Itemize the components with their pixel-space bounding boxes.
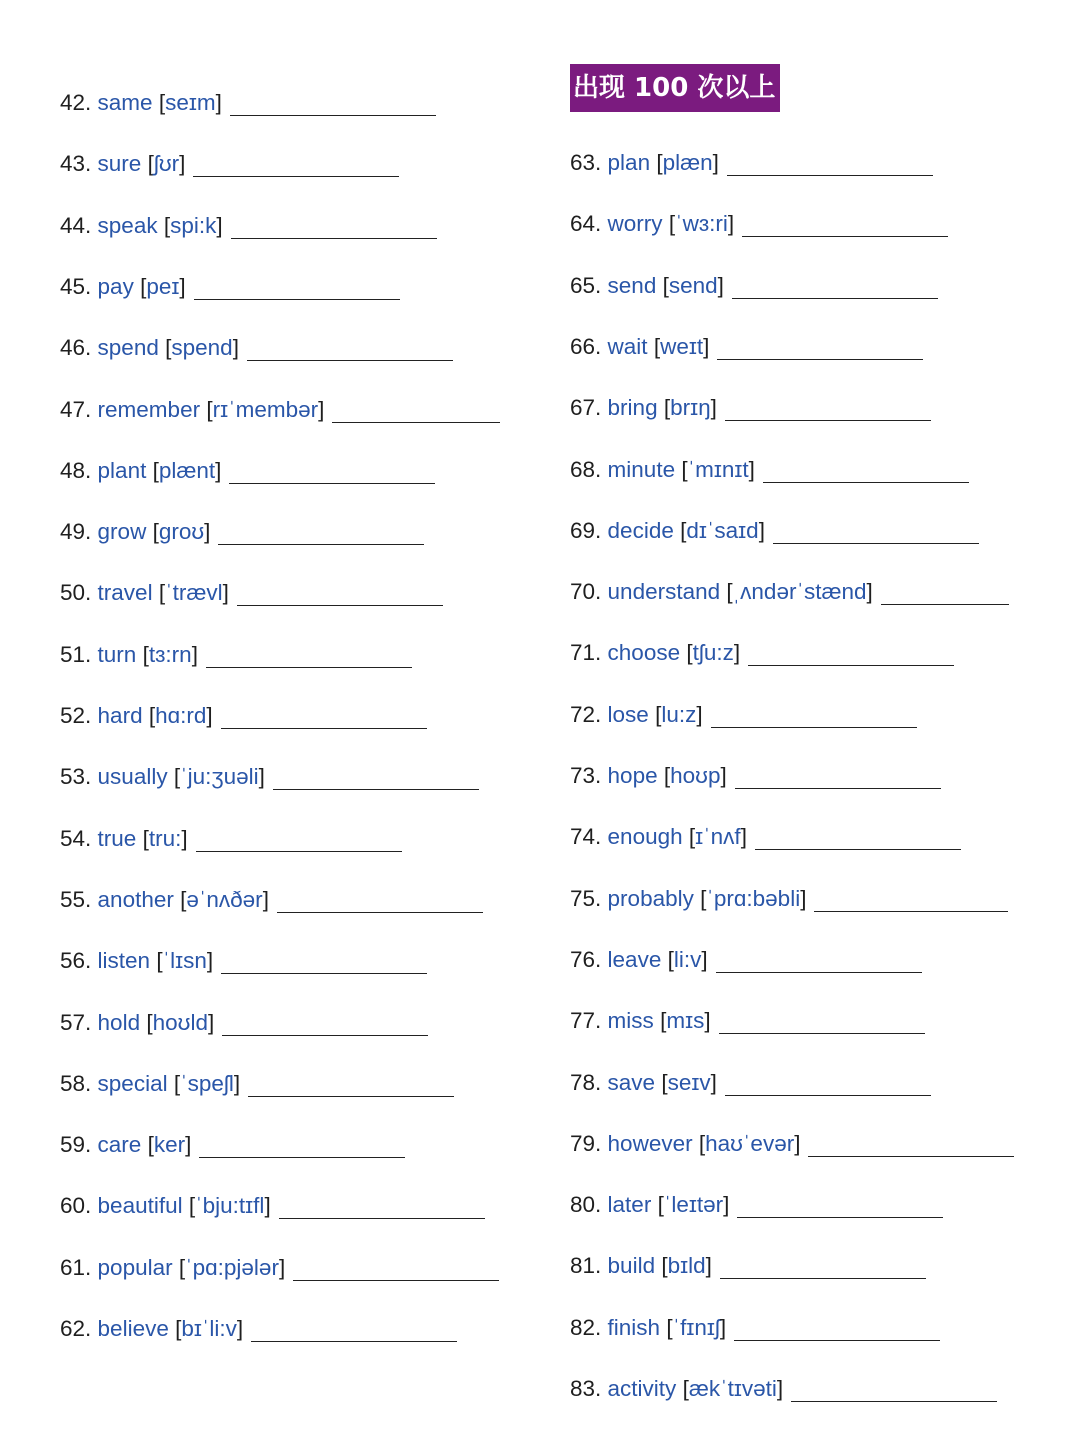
word-entry: 52. hard [ hɑ:rd ]: [60, 701, 427, 731]
entry-number: 77.: [570, 1008, 602, 1034]
entry-number: 67.: [570, 395, 602, 421]
word-entry: 64. worry [ ˈwɜ:ri ]: [570, 209, 948, 239]
word-entry: 59. care [ ker ]: [60, 1130, 405, 1160]
entry-phonetic: plæn: [662, 150, 713, 175]
answer-blank[interactable]: [716, 948, 922, 973]
answer-blank[interactable]: [791, 1377, 997, 1402]
entry-word: choose: [607, 640, 681, 666]
entry-word: activity: [607, 1376, 677, 1401]
entry-number: 60.: [60, 1193, 92, 1219]
entry-word: lose: [607, 701, 649, 727]
entry-number: 75.: [570, 885, 602, 911]
word-entry: 48. plant [ plænt ]: [60, 456, 435, 486]
answer-blank[interactable]: [735, 764, 941, 789]
word-entry: 53. usually [ ˈju:ʒuəli ]: [60, 762, 479, 792]
answer-blank[interactable]: [808, 1132, 1014, 1157]
entry-phonetic: ˈwɜ:ri: [675, 211, 728, 237]
entry-word: same: [97, 90, 153, 115]
word-entry: 80. later [ ˈleɪtər ]: [570, 1190, 943, 1220]
word-entry: 78. save [ seɪv ]: [570, 1068, 931, 1098]
word-entry: 82. finish [ ˈfɪnɪʃ ]: [570, 1313, 940, 1343]
answer-blank[interactable]: [230, 91, 436, 116]
entry-word: later: [607, 1192, 652, 1218]
answer-blank[interactable]: [734, 1316, 940, 1341]
word-entry: 79. however [ haʊˈevər ]: [570, 1129, 1014, 1159]
answer-blank[interactable]: [231, 214, 437, 239]
answer-blank[interactable]: [727, 151, 933, 176]
entry-phonetic: bɪld: [667, 1253, 706, 1279]
answer-blank[interactable]: [814, 887, 1008, 912]
word-entry: 69. decide [ dɪˈsaɪd ]: [570, 516, 979, 546]
entry-word: build: [607, 1253, 656, 1279]
entry-number: 48.: [60, 457, 92, 483]
entry-word: beautiful: [97, 1193, 183, 1219]
entry-phonetic: seɪv: [667, 1069, 711, 1095]
word-entry: 51. turn [ tɜ:rn ]: [60, 640, 412, 670]
entry-number: 65.: [570, 272, 602, 298]
entry-number: 44.: [60, 212, 92, 238]
entry-word: listen: [97, 948, 151, 974]
entry-phonetic: send: [668, 272, 718, 298]
entry-word: special: [97, 1070, 168, 1096]
answer-blank[interactable]: [717, 335, 923, 360]
answer-blank[interactable]: [251, 1317, 457, 1342]
entry-word: decide: [607, 517, 674, 543]
entry-word: however: [607, 1130, 693, 1156]
entry-word: true: [97, 825, 137, 851]
entry-phonetic: ʃʊr: [153, 151, 180, 177]
answer-blank[interactable]: [194, 275, 400, 300]
entry-number: 51.: [60, 641, 92, 667]
word-entry: 81. build [ bɪld ]: [570, 1251, 926, 1281]
answer-blank[interactable]: [273, 765, 479, 790]
answer-blank[interactable]: [229, 459, 435, 484]
word-entry: 71. choose [ tʃu:z ]: [570, 638, 954, 668]
entry-word: understand: [607, 579, 721, 605]
entry-number: 54.: [60, 825, 92, 851]
entry-number: 42.: [60, 90, 92, 115]
word-entry: 44. speak [ spi:k ]: [60, 211, 437, 241]
entry-number: 43.: [60, 151, 92, 177]
entry-word: minute: [607, 456, 676, 482]
answer-blank[interactable]: [725, 396, 931, 421]
word-entry: 75. probably [ ˈprɑ:bəbli ]: [570, 884, 1008, 914]
entry-word: hard: [97, 703, 143, 728]
answer-blank[interactable]: [720, 1254, 926, 1279]
entry-word: save: [607, 1069, 656, 1095]
answer-blank[interactable]: [237, 581, 443, 606]
answer-blank[interactable]: [279, 1194, 485, 1219]
entry-phonetic: ˈmɪnɪt: [687, 456, 749, 482]
entry-number: 47.: [60, 396, 92, 422]
answer-blank[interactable]: [277, 888, 483, 913]
word-entry: 57. hold [ hoʊld ]: [60, 1008, 428, 1038]
entry-number: 69.: [570, 517, 602, 543]
answer-blank[interactable]: [193, 152, 399, 177]
entry-word: worry: [607, 211, 663, 237]
entry-phonetic: hoʊld: [152, 1009, 208, 1035]
entry-number: 83.: [570, 1376, 602, 1401]
entry-phonetic: bɪˈli:v: [181, 1316, 237, 1341]
answer-blank[interactable]: [719, 1009, 925, 1034]
entry-word: spend: [97, 335, 159, 361]
entry-phonetic: ˈpɑ:pjələr: [185, 1254, 279, 1280]
entry-word: travel: [97, 580, 153, 606]
entry-number: 50.: [60, 580, 92, 606]
word-entry: 74. enough [ ɪˈnʌf ]: [570, 822, 961, 852]
entry-phonetic: lu:z: [661, 701, 697, 727]
entry-word: care: [97, 1132, 142, 1158]
entry-word: popular: [97, 1254, 173, 1280]
entry-number: 76.: [570, 946, 602, 972]
entry-number: 66.: [570, 333, 602, 359]
entry-phonetic: əˈnʌðər: [186, 886, 263, 912]
answer-blank[interactable]: [763, 458, 969, 483]
entry-phonetic: ˈleɪtər: [663, 1192, 724, 1218]
entry-phonetic: seɪm: [165, 90, 216, 115]
entry-phonetic: spend: [171, 335, 233, 361]
word-entry: 68. minute [ ˈmɪnɪt ]: [570, 455, 969, 485]
word-entry: 50. travel [ ˈtrævl ]: [60, 578, 443, 608]
entry-phonetic: ˈprɑ:bəbli: [706, 885, 801, 911]
entry-number: 45.: [60, 273, 92, 299]
answer-blank[interactable]: [218, 520, 424, 545]
answer-blank[interactable]: [206, 643, 412, 668]
entry-phonetic: spi:k: [170, 212, 217, 238]
entry-word: pay: [97, 273, 134, 299]
entry-phonetic: ker: [153, 1132, 186, 1158]
entry-number: 70.: [570, 579, 602, 605]
answer-blank[interactable]: [742, 212, 948, 237]
word-entry: 49. grow [ groʊ ]: [60, 517, 424, 547]
entry-phonetic: ˈbju:tɪfl: [195, 1193, 265, 1219]
entry-phonetic: tʃu:z: [692, 640, 734, 666]
entry-phonetic: li:v: [673, 946, 702, 972]
entry-phonetic: tɜ:rn: [148, 641, 192, 667]
entry-number: 78.: [570, 1069, 602, 1095]
word-entry: 43. sure [ ʃʊr ]: [60, 149, 399, 179]
entry-word: plan: [607, 150, 651, 175]
entry-number: 72.: [570, 701, 602, 727]
entry-word: leave: [607, 946, 662, 972]
entry-word: probably: [607, 885, 694, 911]
entry-phonetic: ɪˈnʌf: [695, 824, 741, 850]
entry-phonetic: ˈlɪsn: [162, 948, 207, 974]
answer-blank[interactable]: [247, 336, 453, 361]
entry-phonetic: hɑ:rd: [155, 703, 207, 728]
entry-number: 61.: [60, 1254, 92, 1280]
entry-phonetic: dɪˈsaɪd: [686, 517, 759, 543]
word-entry: 55. another [ əˈnʌðər ]: [60, 885, 483, 915]
entry-phonetic: tru:: [148, 825, 182, 851]
entry-phonetic: ækˈtɪvəti: [688, 1376, 777, 1401]
word-entry: 72. lose [ lu:z ]: [570, 700, 917, 730]
answer-blank[interactable]: [332, 398, 500, 423]
word-entry: 54. true [ tru: ]: [60, 824, 402, 854]
answer-blank[interactable]: [221, 704, 427, 729]
word-entry: 46. spend [ spend ]: [60, 333, 453, 363]
entry-phonetic: ˈspeʃl: [180, 1070, 234, 1096]
entry-number: 52.: [60, 703, 92, 728]
entry-number: 80.: [570, 1192, 602, 1218]
word-entry: 47. remember [ rɪˈmembər ]: [60, 395, 500, 425]
entry-word: bring: [607, 395, 658, 421]
entry-word: sure: [97, 151, 142, 177]
entry-number: 71.: [570, 640, 602, 666]
entry-phonetic: mɪs: [666, 1008, 705, 1034]
word-entry: 61. popular [ ˈpɑ:pjələr ]: [60, 1253, 499, 1283]
section-badge: 出现 100 次以上: [570, 64, 780, 112]
entry-phonetic: plænt: [158, 457, 216, 483]
entry-number: 59.: [60, 1132, 92, 1158]
entry-word: enough: [607, 824, 683, 850]
entry-word: usually: [97, 764, 168, 790]
entry-word: finish: [607, 1314, 661, 1340]
entry-word: wait: [607, 333, 648, 359]
answer-blank[interactable]: [293, 1256, 499, 1281]
entry-number: 73.: [570, 763, 602, 788]
entry-phonetic: ˈfɪnɪʃ: [672, 1314, 720, 1340]
entry-word: turn: [97, 641, 137, 667]
word-entry: 83. activity [ ækˈtɪvəti ]: [570, 1374, 997, 1404]
entry-number: 57.: [60, 1009, 92, 1035]
entry-number: 74.: [570, 824, 602, 850]
word-entry: 73. hope [ hoʊp ]: [570, 761, 941, 791]
word-entry: 56. listen [ ˈlɪsn ]: [60, 946, 427, 976]
answer-blank[interactable]: [199, 1133, 405, 1158]
entry-number: 79.: [570, 1130, 602, 1156]
entry-number: 58.: [60, 1070, 92, 1096]
entry-number: 55.: [60, 886, 92, 912]
entry-word: send: [607, 272, 657, 298]
answer-blank[interactable]: [748, 641, 954, 666]
entry-number: 82.: [570, 1314, 602, 1340]
answer-blank[interactable]: [732, 274, 938, 299]
entry-word: speak: [97, 212, 158, 238]
entry-word: believe: [97, 1316, 169, 1341]
entry-word: another: [97, 886, 174, 912]
entry-phonetic: hoʊp: [670, 763, 721, 788]
answer-blank[interactable]: [222, 1011, 428, 1036]
word-entry: 62. believe [ bɪˈli:v ]: [60, 1314, 457, 1344]
entry-word: grow: [97, 519, 147, 545]
answer-blank[interactable]: [881, 580, 1009, 605]
word-entry: 76. leave [ li:v ]: [570, 945, 922, 975]
answer-blank[interactable]: [248, 1072, 454, 1097]
entry-number: 63.: [570, 150, 602, 175]
word-entry: 66. wait [ weɪt ]: [570, 332, 923, 362]
entry-number: 64.: [570, 211, 602, 237]
answer-blank[interactable]: [725, 1071, 931, 1096]
entry-number: 53.: [60, 764, 92, 790]
entry-word: plant: [97, 457, 147, 483]
answer-blank[interactable]: [737, 1193, 943, 1218]
entry-number: 62.: [60, 1316, 92, 1341]
word-entry: 42. same [ seɪm ]: [60, 88, 436, 118]
entry-word: hold: [97, 1009, 141, 1035]
answer-blank[interactable]: [773, 519, 979, 544]
word-entry: 63. plan [ plæn ]: [570, 148, 933, 178]
entry-phonetic: ˈju:ʒuəli: [180, 764, 259, 790]
entry-word: miss: [607, 1008, 654, 1034]
entry-word: hope: [607, 763, 658, 788]
entry-phonetic: rɪˈmembər: [212, 396, 319, 422]
entry-phonetic: haʊˈevər: [705, 1130, 795, 1156]
entry-number: 46.: [60, 335, 92, 361]
entry-phonetic: groʊ: [158, 519, 205, 545]
entry-phonetic: weɪt: [660, 333, 704, 359]
word-entry: 58. special [ ˈspeʃl ]: [60, 1069, 454, 1099]
answer-blank[interactable]: [221, 949, 427, 974]
entry-phonetic: peɪ: [146, 273, 180, 299]
entry-word: remember: [97, 396, 201, 422]
entry-number: 49.: [60, 519, 92, 545]
entry-phonetic: ˈtrævl: [165, 580, 223, 606]
answer-blank[interactable]: [755, 825, 961, 850]
word-entry: 65. send [ send ]: [570, 271, 938, 301]
entry-phonetic: brɪŋ: [670, 395, 711, 421]
word-entry: 60. beautiful [ ˈbju:tɪfl ]: [60, 1191, 485, 1221]
answer-blank[interactable]: [711, 703, 917, 728]
entry-number: 68.: [570, 456, 602, 482]
entry-phonetic: ˌʌndərˈstænd: [732, 579, 867, 605]
answer-blank[interactable]: [196, 827, 402, 852]
word-entry: 45. pay [ peɪ ]: [60, 272, 400, 302]
word-entry: 70. understand [ ˌʌndərˈstænd ]: [570, 577, 1009, 607]
entry-number: 56.: [60, 948, 92, 974]
word-entry: 67. bring [ brɪŋ ]: [570, 393, 931, 423]
entry-number: 81.: [570, 1253, 602, 1279]
word-entry: 77. miss [ mɪs ]: [570, 1006, 925, 1036]
